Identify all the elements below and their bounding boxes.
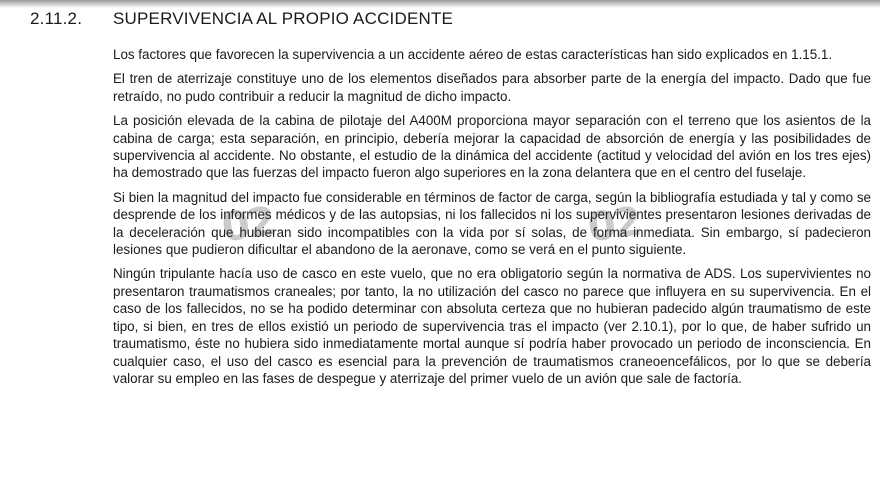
paragraph-cockpit-position: La posición elevada de la cabina de pilotaje del A400M proporciona mayor separación con el terreno que los asientos de la cabina de carga; esta separación, en principio, debería mejorar la capacidad de absorción de energía y las posibilidades de supervivencia al accidente. No obstante, el estudio de la dinámica del accidente (actitud y velocidad del avión en los tres ejes) ha demostrado que las fuerzas del impacto fueron algo superiores en la zona delantera que en el centro del fuselaje. (113, 113, 871, 181)
watermark-stamp: 02 (585, 198, 643, 252)
section-number: 2.11.2. (30, 9, 83, 28)
section-heading (30, 6, 870, 32)
paragraph-impact-magnitude: Si bien la magnitud del impacto fue considerable en términos de factor de carga, según la bibliografía estudiada y tal y como se desprende de los informes médicos y de las autopsias, ni los fallecidos ni los supervivientes presentaron lesiones derivadas de la deceleración que hubieran sido incompatibles con la vida por sí solas, de forma inmediata. Sin embargo, sí padecieron lesiones que pudieron dificultar el abandono de la aeronave, como se verá en el punto siguiente. (113, 189, 871, 258)
watermark-stamp: 02 (219, 198, 277, 252)
paragraph-helmet-use: Ningún tripulante hacía uso de casco en este vuelo, que no era obligatorio según la normativa de ADS. Los supervivientes no presentaron traumatismos craneales; por tanto, la no utilización del casco no parece que influyera en su supervivencia. En el caso de los fallecidos, no se ha podido determinar con absoluta certeza que no hubieran padecido algún traumatismo de este tipo, si bien, en tres de ellos existió un periodo de supervivencia tras el impacto (ver 2.10.1), por lo que, de haber sufrido un traumatismo, éste no hubiera sido inmediatamente mortal aunque sí podría haber provocado un periodo de inconsciencia. En cualquier caso, el uso del casco es esencial para la prevención de traumatismos craneoencefálicos, por lo que se debería valorar su empleo en las fases de despegue y aterrizaje del primer vuelo de un avión que sale de factoría. (113, 266, 871, 386)
paragraph-landing-gear: El tren de aterrizaje constituye uno de los elementos diseñados para absorber parte de la energía del impacto. Dado que fue retraído, no pudo contribuir a reducir la magnitud de dicho impacto. (113, 71, 871, 104)
paragraph-survival-factors: Los factores que favorecen la supervivencia a un accidente aéreo de estas características han sido explicados en 1.15.1. (113, 47, 833, 62)
section-title: SUPERVIVENCIA AL PROPIO ACCIDENTE (113, 9, 454, 28)
